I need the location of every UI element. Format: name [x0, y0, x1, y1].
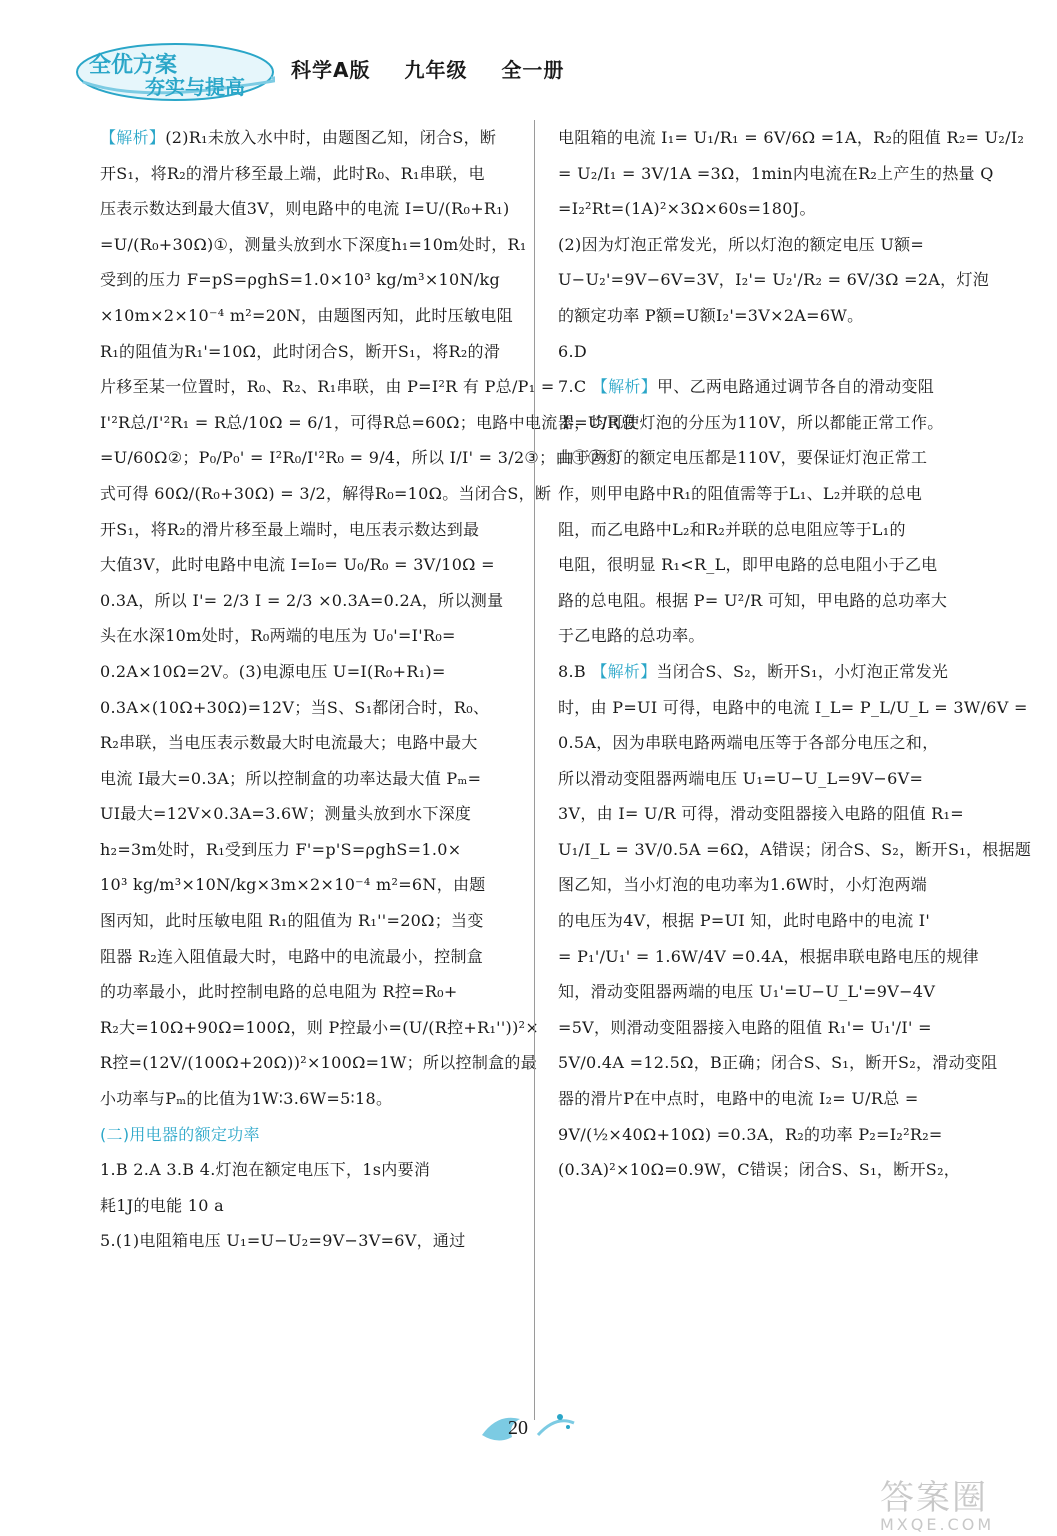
page-number: 20 [508, 1417, 528, 1439]
left-text-line: UI最大=12V×0.3A=3.6W；测量头放到水下深度 [100, 804, 472, 824]
right-text-line: 路的总电阻。根据 P= U²/R 可知，甲电路的总功率大 [558, 590, 948, 610]
right-text-line: =5V，则滑动变阻器接入电路的阻值 R₁'= U₁'/I' = [558, 1017, 932, 1037]
page-header [75, 38, 595, 108]
left-text-line: 开S₁，将R₂的滑片移至最上端，此时R₀、R₁串联，电 [100, 163, 485, 183]
right-text-line: 8.B 【解析】当闭合S、S₂，断开S₁，小灯泡正常发光 [558, 661, 949, 681]
left-text-line: R₁的阻值为R₁'=10Ω，此时闭合S，断开S₁，将R₂的滑 [100, 341, 501, 361]
right-text-line: 图乙知，当小灯泡的电功率为1.6W时，小灯泡两端 [558, 875, 928, 895]
left-text-line: 5.(1)电阻箱电压 U₁=U−U₂=9V−3V=6V，通过 [100, 1231, 466, 1251]
volume-label: 全一册 [501, 58, 565, 82]
right-text-line: 6.D [558, 341, 587, 361]
analysis-tag: 【解析】 [591, 661, 657, 681]
right-text-line: 5V/0.4A =12.5Ω，B正确；闭合S、S₁，断开S₂，滑动变阻 [558, 1053, 998, 1073]
page-footer [478, 1405, 578, 1449]
analysis-tag: 【解析】 [591, 377, 657, 397]
left-text-line: 耗1J的电能 10 a [100, 1195, 224, 1215]
right-text-line: 阻，而乙电路中L₂和R₂并联的总电阻应等于L₁的 [558, 519, 906, 539]
left-text-line: 受到的压力 F=pS=ρghS=1.0×10³ kg/m³×10N/kg [100, 270, 501, 290]
book-title [291, 54, 590, 83]
left-text-line: h₂=3m处时，R₁受到压力 F'=p'S=ρghS=1.0× [100, 839, 462, 859]
left-text-line: 电流 I最大=0.3A；所以控制盒的功率达最大值 Pₘ= [100, 768, 482, 788]
svg-text:夯实与提高: 夯实与提高 [145, 75, 245, 99]
left-text-line: R₂大=10Ω+90Ω=100Ω，则 P控最小=(U/(R控+R₁''))²× [100, 1017, 540, 1037]
series-logo [75, 38, 275, 102]
left-text-line: 头在水深10m处时，R₀两端的电压为 U₀'=I'R₀= [100, 626, 456, 646]
left-text-line: (二)用电器的额定功率 [100, 1124, 260, 1144]
left-text-line: R控=(12V/(100Ω+20Ω))²×100Ω=1W；所以控制盒的最 [100, 1053, 538, 1073]
right-text-line: (2)因为灯泡正常发光，所以灯泡的额定电压 U额= [558, 234, 925, 254]
left-text-line: R₂串联，当电压表示数最大时电流最大；电路中最大 [100, 733, 478, 753]
left-text-line: 1.B 2.A 3.B 4.灯泡在额定电压下，1s内要消 [100, 1160, 431, 1180]
right-column [558, 128, 1032, 1196]
right-text-line: = P₁'/U₁' = 1.6W/4V =0.4A，根据串联电路电压的规律 [558, 946, 979, 966]
right-text-line: =I₂²Rt=(1A)²×3Ω×60s=180J。 [558, 199, 816, 219]
left-text-line: 片移至某一位置时，R₀、R₂、R₁串联，由 P=I²R 有 P总/P₁ = [100, 377, 555, 397]
left-text-line: =U/60Ω②；P₀/P₀' = I²R₀/I'²R₀ = 9/4，所以 I/I' = 3/2③；由①②③ [100, 448, 621, 468]
right-text-line: 时，由 P=UI 可得，电路中的电流 I_L= P_L/U_L = 3W/6V = [558, 697, 1028, 717]
left-text-line: I'²R总/I'²R₁ = R总/10Ω = 6/1，可得R总=60Ω；电路中电流 I'=U/R总 [100, 412, 637, 432]
column-divider [534, 120, 535, 1420]
right-text-line: 0.5A，因为串联电路两端电压等于各部分电压之和， [558, 733, 939, 753]
right-text-line: 的电压为4V，根据 P=UI 知，此时电路中的电流 I' [558, 911, 931, 931]
right-text-line: 器，均可使灯泡的分压为110V，所以都能正常工作。 [558, 412, 944, 432]
left-text-line: 10³ kg/m³×10N/kg×3m×2×10⁻⁴ m²=6N，由题 [100, 875, 486, 895]
logo-icon [75, 38, 275, 102]
right-text-line: U₁/I_L = 3V/0.5A =6Ω，A错误；闭合S、S₂，断开S₁，根据题 [558, 839, 1032, 859]
left-text-line: 小功率与Pₘ的比值为1W∶3.6W=5∶18。 [100, 1089, 393, 1109]
left-text-line: 阻器 R₂连入阻值最大时，电路中的电流最小，控制盒 [100, 946, 484, 966]
left-text-line: 大值3V，此时电路中电流 I=I₀= U₀/R₀ = 3V/10Ω = [100, 555, 495, 575]
right-text-line: 9V/(½×40Ω+10Ω) =0.3A，R₂的功率 P₂=I₂²R₂= [558, 1124, 943, 1144]
left-text-line: 【解析】(2)R₁未放入水中时，由题图乙知，闭合S，断 [100, 128, 497, 147]
right-text-line: 电阻，很明显 R₁<R_L，即甲电路的总电阻小于乙电 [558, 555, 938, 575]
right-text-line: 于乙电路的总功率。 [558, 626, 705, 646]
left-text-line: 0.2A×10Ω=2V。(3)电源电压 U=I(R₀+R₁)= [100, 661, 446, 681]
right-text-line: 的额定功率 P额=U额I₂'=3V×2A=6W。 [558, 305, 864, 325]
grade-label: 九年级 [404, 58, 468, 82]
left-text-line: 开S₁，将R₂的滑片移至最上端时，电压表示数达到最 [100, 519, 480, 539]
right-text-line: 知，滑动变阻器两端的电压 U₁'=U−U_L'=9V−4V [558, 982, 936, 1002]
analysis-tag: 【解析】 [100, 128, 166, 147]
right-text-line: = U₂/I₁ = 3V/1A =3Ω，1min内电流在R₂上产生的热量 Q [558, 163, 994, 183]
left-text-line: 0.3A×(10Ω+30Ω)=12V；当S、S₁都闭合时，R₀、 [100, 697, 490, 717]
left-text-line: 0.3A，所以 I'= 2/3 I = 2/3 ×0.3A=0.2A，所以测量 [100, 590, 504, 610]
left-text-line: 的功率最小，此时控制电路的总电阻为 R控=R₀+ [100, 982, 458, 1002]
left-text-line: ×10m×2×10⁻⁴ m²=20N，由题图丙知，此时压敏电阻 [100, 305, 513, 325]
watermark-url: MXQE.COM [880, 1515, 995, 1534]
watermark-text: 答案圈 [880, 1478, 988, 1518]
right-text-line: (0.3A)²×10Ω=0.9W，C错误；闭合S、S₁，断开S₂， [558, 1160, 961, 1180]
right-text-line: 3V，由 I= U/R 可得，滑动变阻器接入电路的阻值 R₁= [558, 804, 964, 824]
right-text-line: U−U₂'=9V−6V=3V，I₂'= U₂'/R₂ = 6V/3Ω =2A，灯泡 [558, 270, 990, 290]
subject-label: 科学A版 [291, 58, 371, 82]
svg-text:全优方案: 全优方案 [89, 53, 178, 78]
left-text-line: =U/(R₀+30Ω)①，测量头放到水下深度h₁=10m处时，R₁ [100, 234, 527, 254]
right-text-line: 7.C 【解析】甲、乙两电路通过调节各自的滑动变阻 [558, 377, 935, 397]
right-text-line: 所以滑动变阻器两端电压 U₁=U−U_L=9V−6V= [558, 768, 924, 788]
right-text-line: 电阻箱的电流 I₁= U₁/R₁ = 6V/6Ω =1A，R₂的阻值 R₂= U₂/I₂ [558, 128, 1025, 147]
wave-icon [478, 1405, 578, 1449]
left-text-line: 式可得 60Ω/(R₀+30Ω) = 3/2，解得R₀=10Ω。当闭合S，断 [100, 483, 552, 503]
right-text-line: 作，则甲电路中R₁的阻值需等于L₁、L₂并联的总电 [558, 483, 923, 503]
right-text-line: 器的滑片P在中点时，电路中的电流 I₂= U/R总 = [558, 1089, 919, 1109]
right-text-line: 由于两灯的额定电压都是110V，要保证灯泡正常工 [558, 448, 928, 468]
left-text-line: 压表示数达到最大值3V，则电路中的电流 I=U/(R₀+R₁) [100, 199, 510, 219]
left-text-line: 图丙知，此时压敏电阻 R₁的阻值为 R₁''=20Ω；当变 [100, 911, 484, 931]
watermark [880, 1470, 1050, 1534]
